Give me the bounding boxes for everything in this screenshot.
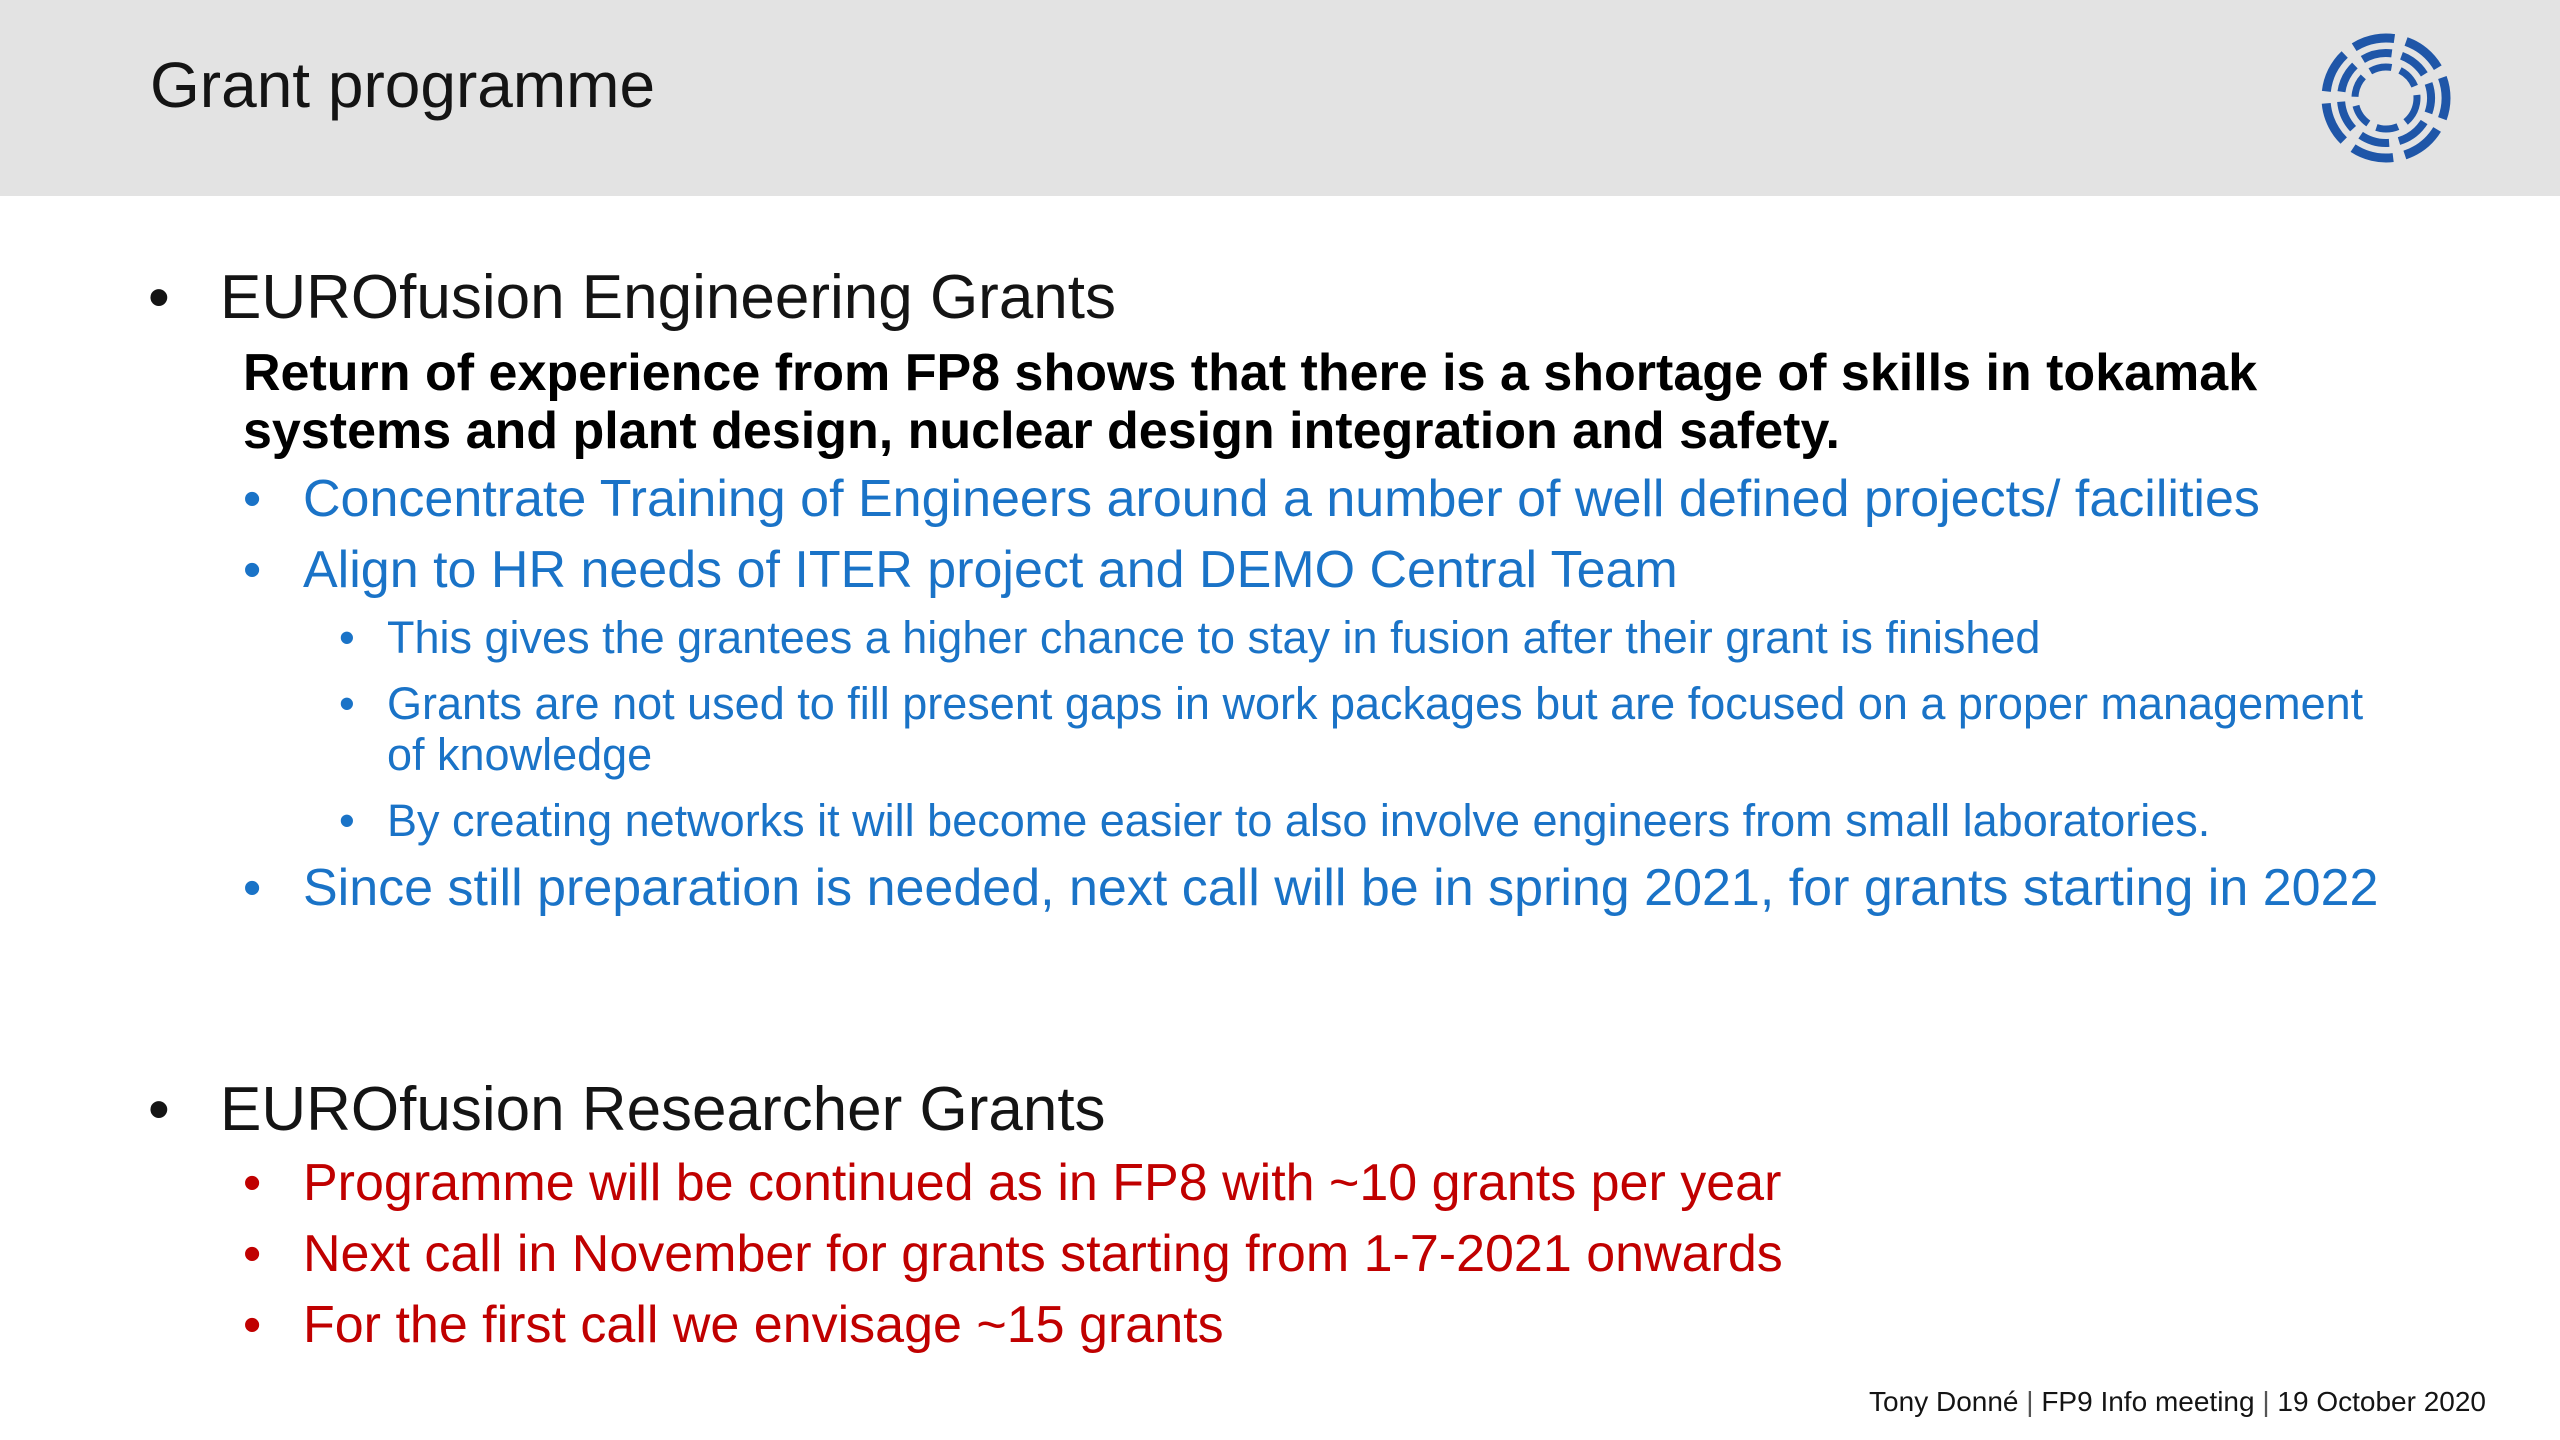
bullet: • bbox=[339, 612, 355, 663]
engineering-intro-text: Return of experience from FP8 shows that there is a shortage of skills in tokamak systems and plant design, nuclear design integration and safety. bbox=[243, 344, 2258, 460]
bullet: • bbox=[243, 470, 262, 528]
bullet: • bbox=[243, 541, 262, 599]
list-item bbox=[243, 470, 2503, 530]
list-item-text: This gives the grantees a higher chance to stay in fusion after their grant is finished bbox=[387, 612, 2041, 663]
footer-author: Tony Donné bbox=[1869, 1386, 2019, 1417]
list-item bbox=[339, 678, 2439, 782]
footer-date: 19 October 2020 bbox=[2277, 1386, 2486, 1417]
bullet: • bbox=[148, 1075, 170, 1144]
list-item-text: By creating networks it will become easier to also involve engineers from small laboratories. bbox=[387, 795, 2211, 846]
bullet: • bbox=[243, 1154, 262, 1212]
heading-text: EUROfusion Researcher Grants bbox=[220, 1075, 1106, 1144]
list-item bbox=[243, 541, 2503, 601]
section-heading-researcher bbox=[148, 1074, 1348, 1146]
list-item-text: Grants are not used to fill present gaps in work packages but are focused on a proper management of knowledge bbox=[387, 678, 2364, 780]
bullet: • bbox=[243, 859, 262, 917]
footer-separator: | bbox=[2262, 1386, 2270, 1417]
bullet: • bbox=[339, 678, 355, 729]
list-item-text: For the first call we envisage ~15 grants bbox=[303, 1296, 1224, 1354]
bullet: • bbox=[243, 1296, 262, 1354]
eurofusion-logo-icon bbox=[2318, 30, 2454, 166]
slide-header bbox=[0, 0, 2560, 196]
bullet: • bbox=[243, 1225, 262, 1283]
list-item bbox=[339, 795, 2439, 847]
list-item-text: Concentrate Training of Engineers around a number of well defined projects/ facilities bbox=[303, 470, 2260, 528]
footer-separator: | bbox=[2026, 1386, 2034, 1417]
list-item bbox=[243, 1154, 2503, 1214]
bullet: • bbox=[339, 795, 355, 846]
slide-title: Grant programme bbox=[150, 49, 656, 121]
section-heading-engineering bbox=[148, 262, 1348, 334]
footer-event: FP9 Info meeting bbox=[2041, 1386, 2255, 1417]
list-item bbox=[243, 1225, 2503, 1285]
list-item bbox=[243, 859, 2503, 979]
list-item-text: Since still preparation is needed, next call will be in spring 2021, for grants starting in 2022 bbox=[303, 859, 2379, 917]
list-item bbox=[339, 612, 2439, 664]
list-item bbox=[243, 1296, 2503, 1356]
list-item-text: Programme will be continued as in FP8 with ~10 grants per year bbox=[303, 1154, 1782, 1212]
slide-footer bbox=[1869, 1386, 2486, 1418]
heading-text: EUROfusion Engineering Grants bbox=[220, 263, 1117, 332]
bullet: • bbox=[148, 263, 170, 332]
list-item-text: Align to HR needs of ITER project and DEMO Central Team bbox=[303, 541, 1678, 599]
list-item-text: Next call in November for grants starting from 1-7-2021 onwards bbox=[303, 1225, 1783, 1283]
